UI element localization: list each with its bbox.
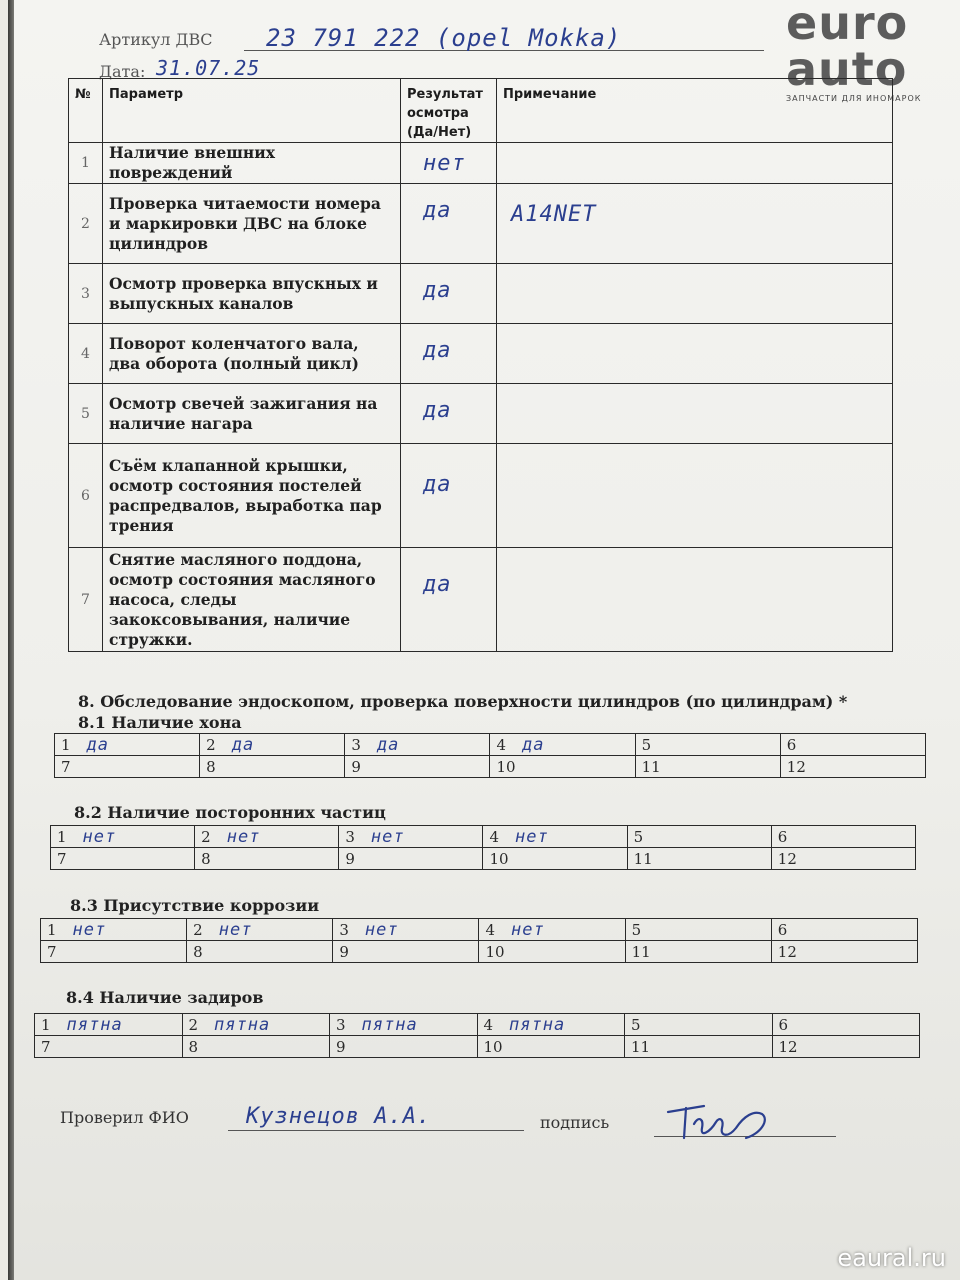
checklist-table xyxy=(68,78,893,652)
section-8-2-title: 8.2 Наличие посторонних частиц xyxy=(74,803,386,822)
cylinder-cell xyxy=(187,919,333,941)
cylinder-value: нет xyxy=(515,826,549,847)
cylinder-value: нет xyxy=(370,826,405,847)
table-row xyxy=(69,324,893,384)
cylinder-cell xyxy=(771,826,915,848)
row-result: да xyxy=(401,384,497,444)
cylinder-value: пятна xyxy=(214,1014,271,1035)
row-note xyxy=(497,548,893,652)
cylinder-cell xyxy=(187,941,333,963)
row-num: 1 xyxy=(69,143,103,184)
inspection-form xyxy=(14,0,960,1280)
section-8-3-title: 8.3 Присутствие коррозии xyxy=(70,896,320,915)
cylinder-value: да xyxy=(522,734,545,755)
logo-line-1: euro xyxy=(786,0,909,50)
cylinder-value: пятна xyxy=(361,1014,418,1035)
row-note xyxy=(497,264,893,324)
cylinder-cell xyxy=(625,1036,773,1058)
logo-subtitle: ЗАПЧАСТИ ДЛЯ ИНОМАРОК xyxy=(786,94,922,103)
row-param: Осмотр свечей зажигания на наличие нагара xyxy=(103,384,401,444)
cylinder-number: 11 xyxy=(633,849,653,868)
grid-8-3 xyxy=(40,918,918,963)
cylinder-cell xyxy=(490,756,635,778)
cylinder-cell xyxy=(333,919,479,941)
table-row xyxy=(69,264,893,324)
cylinder-number: 8 xyxy=(201,849,211,868)
cylinder-number: 9 xyxy=(351,757,361,776)
grid-row xyxy=(55,734,926,756)
cylinder-value: нет xyxy=(72,919,107,940)
cylinder-number: 9 xyxy=(336,1037,346,1056)
cylinder-number: 1 xyxy=(41,1015,51,1034)
row-result: да xyxy=(401,264,497,324)
row-param: Поворот коленчатого вала, два оборота (полный цикл) xyxy=(103,324,401,384)
cylinder-cell xyxy=(635,756,780,778)
grid-row xyxy=(51,826,916,848)
cylinder-value: да xyxy=(376,734,400,755)
cylinder-cell xyxy=(771,941,917,963)
cylinder-cell xyxy=(200,734,345,756)
cylinder-number: 2 xyxy=(206,735,216,754)
row-result: да xyxy=(401,324,497,384)
row-note xyxy=(497,444,893,548)
cylinder-number: 7 xyxy=(57,849,67,868)
watermark: eaural.ru xyxy=(837,1244,946,1272)
row-note xyxy=(497,143,893,184)
cylinder-cell xyxy=(51,826,195,848)
cylinder-number: 3 xyxy=(351,735,361,754)
cylinder-number: 1 xyxy=(61,735,71,754)
cylinder-cell xyxy=(51,848,195,870)
grid-row xyxy=(35,1014,920,1036)
cylinder-number: 5 xyxy=(631,1015,641,1034)
cylinder-number: 4 xyxy=(489,827,500,846)
cylinder-cell xyxy=(200,756,345,778)
cylinder-cell xyxy=(55,756,200,778)
row-param: Снятие масляного поддона, осмотр состояния масляного насоса, следы закоксовывания, наличие стружки. xyxy=(103,548,401,652)
cylinder-cell xyxy=(780,734,925,756)
row-note xyxy=(497,324,893,384)
cylinder-number: 3 xyxy=(339,920,349,939)
row-num: 3 xyxy=(69,264,103,324)
row-param: Наличие внешних повреждений xyxy=(103,143,401,184)
cylinder-cell xyxy=(55,734,200,756)
row-result: нет xyxy=(401,143,497,184)
cylinder-number: 6 xyxy=(786,735,797,754)
cylinder-cell xyxy=(477,1014,625,1036)
cylinder-cell xyxy=(35,1036,183,1058)
cylinder-number: 2 xyxy=(201,827,211,846)
cylinder-cell xyxy=(635,734,780,756)
row-result: да xyxy=(401,444,497,548)
row-note xyxy=(497,384,893,444)
date-label: Дата: xyxy=(99,62,146,81)
cylinder-number: 12 xyxy=(777,942,797,961)
checked-by-label: Проверил ФИО xyxy=(60,1108,189,1127)
cylinder-number: 5 xyxy=(631,920,642,939)
cylinder-number: 12 xyxy=(778,1037,798,1056)
cylinder-number: 8 xyxy=(188,1037,199,1056)
cylinder-cell xyxy=(339,848,483,870)
cylinder-cell xyxy=(195,848,339,870)
date-value: 31.07.25 xyxy=(156,56,261,80)
article-value: 23 791 222 (opel Mokka) xyxy=(266,24,622,52)
cylinder-cell xyxy=(182,1036,330,1058)
table-row xyxy=(69,184,893,264)
cylinder-cell xyxy=(483,826,627,848)
cylinder-value: нет xyxy=(511,919,545,940)
grid-row xyxy=(41,941,918,963)
cylinder-number: 2 xyxy=(193,920,203,939)
cylinder-number: 11 xyxy=(631,1037,651,1056)
table-row xyxy=(69,444,893,548)
cylinder-number: 4 xyxy=(485,920,496,939)
grid-8-4 xyxy=(34,1013,920,1058)
cylinder-cell xyxy=(627,826,771,848)
cylinder-number: 10 xyxy=(496,757,516,776)
cylinder-cell xyxy=(625,941,771,963)
cylinder-cell xyxy=(780,756,925,778)
row-param: Осмотр проверка впускных и выпускных каналов xyxy=(103,264,401,324)
table-row xyxy=(69,143,893,184)
grid-8-1 xyxy=(54,733,926,778)
table-row xyxy=(69,384,893,444)
cylinder-cell xyxy=(625,919,771,941)
section-8-4-title: 8.4 Наличие задиров xyxy=(66,988,264,1007)
cylinder-value: нет xyxy=(226,826,261,847)
header-num: № xyxy=(69,79,103,143)
cylinder-value: да xyxy=(231,734,255,755)
header-note: Примечание xyxy=(497,79,893,143)
grid-8-2 xyxy=(50,825,916,870)
cylinder-cell xyxy=(345,756,490,778)
cylinder-cell xyxy=(483,848,627,870)
cylinder-number: 10 xyxy=(483,1037,503,1056)
cylinder-cell xyxy=(490,734,635,756)
cylinder-value: пятна xyxy=(509,1014,566,1035)
cylinder-number: 7 xyxy=(61,757,71,776)
cylinder-value: пятна xyxy=(66,1014,123,1035)
cylinder-cell xyxy=(333,941,479,963)
cylinder-number: 11 xyxy=(641,757,661,776)
cylinder-cell xyxy=(330,1036,478,1058)
cylinder-cell xyxy=(625,1014,773,1036)
cylinder-number: 9 xyxy=(345,849,355,868)
cylinder-number: 11 xyxy=(631,942,651,961)
row-param: Съём клапанной крышки, осмотр состояния постелей распредвалов, выработка пар трения xyxy=(103,444,401,548)
cylinder-number: 6 xyxy=(778,1015,789,1034)
row-note: A14NET xyxy=(497,184,893,264)
signature-label: подпись xyxy=(540,1113,610,1132)
cylinder-number: 12 xyxy=(777,849,797,868)
cylinder-value: нет xyxy=(218,919,253,940)
logo-line-2: auto xyxy=(786,42,908,96)
cylinder-number: 8 xyxy=(206,757,216,776)
cylinder-number: 7 xyxy=(41,1037,51,1056)
cylinder-cell xyxy=(182,1014,330,1036)
cylinder-cell xyxy=(41,919,187,941)
cylinder-cell xyxy=(477,1036,625,1058)
signature-mark xyxy=(664,1098,774,1148)
cylinder-number: 2 xyxy=(188,1015,199,1034)
header-param: Параметр xyxy=(103,79,401,143)
cylinder-number: 1 xyxy=(57,827,67,846)
cylinder-number: 12 xyxy=(786,757,806,776)
cylinder-number: 4 xyxy=(483,1015,494,1034)
row-param: Проверка читаемости номера и маркировки ДВС на блоке цилиндров xyxy=(103,184,401,264)
grid-row xyxy=(51,848,916,870)
cylinder-cell xyxy=(330,1014,478,1036)
row-result: да xyxy=(401,184,497,264)
cylinder-number: 3 xyxy=(345,827,355,846)
cylinder-number: 10 xyxy=(489,849,509,868)
cylinder-cell xyxy=(345,734,490,756)
cylinder-number: 9 xyxy=(339,942,349,961)
checked-by-value: Кузнецов А.А. xyxy=(246,1104,432,1129)
article-label: Артикул ДВС xyxy=(99,30,213,49)
section-8-1-title: 8.1 Наличие хона xyxy=(78,713,242,732)
cylinder-number: 7 xyxy=(47,942,57,961)
cylinder-number: 6 xyxy=(777,827,788,846)
cylinder-value: нет xyxy=(364,919,399,940)
cylinder-cell xyxy=(41,941,187,963)
cylinder-cell xyxy=(772,1036,920,1058)
cylinder-cell xyxy=(772,1014,920,1036)
checked-by-underline xyxy=(228,1130,524,1131)
row-num: 4 xyxy=(69,324,103,384)
grid-row xyxy=(35,1036,920,1058)
cylinder-cell xyxy=(627,848,771,870)
cylinder-number: 1 xyxy=(47,920,57,939)
cylinder-value: да xyxy=(86,734,110,755)
cylinder-number: 6 xyxy=(777,920,788,939)
cylinder-number: 5 xyxy=(633,827,644,846)
cylinder-cell xyxy=(35,1014,183,1036)
cylinder-cell xyxy=(339,826,483,848)
cylinder-number: 4 xyxy=(496,735,507,754)
cylinder-cell xyxy=(479,919,625,941)
row-num: 6 xyxy=(69,444,103,548)
cylinder-number: 3 xyxy=(336,1015,346,1034)
cylinder-cell xyxy=(195,826,339,848)
section-8-title: 8. Обследование эндоскопом, проверка поверхности цилиндров (по цилиндрам) * xyxy=(78,692,848,711)
table-row xyxy=(69,548,893,652)
grid-row xyxy=(55,756,926,778)
grid-row xyxy=(41,919,918,941)
row-num: 7 xyxy=(69,548,103,652)
cylinder-value: нет xyxy=(82,826,117,847)
row-num: 5 xyxy=(69,384,103,444)
cylinder-cell xyxy=(479,941,625,963)
cylinder-cell xyxy=(771,848,915,870)
header-result: Результат осмотра (Да/Нет) xyxy=(401,79,497,143)
cylinder-number: 8 xyxy=(193,942,203,961)
row-result: да xyxy=(401,548,497,652)
table-header-row xyxy=(69,79,893,143)
cylinder-number: 5 xyxy=(641,735,652,754)
cylinder-number: 10 xyxy=(485,942,505,961)
row-num: 2 xyxy=(69,184,103,264)
cylinder-cell xyxy=(771,919,917,941)
